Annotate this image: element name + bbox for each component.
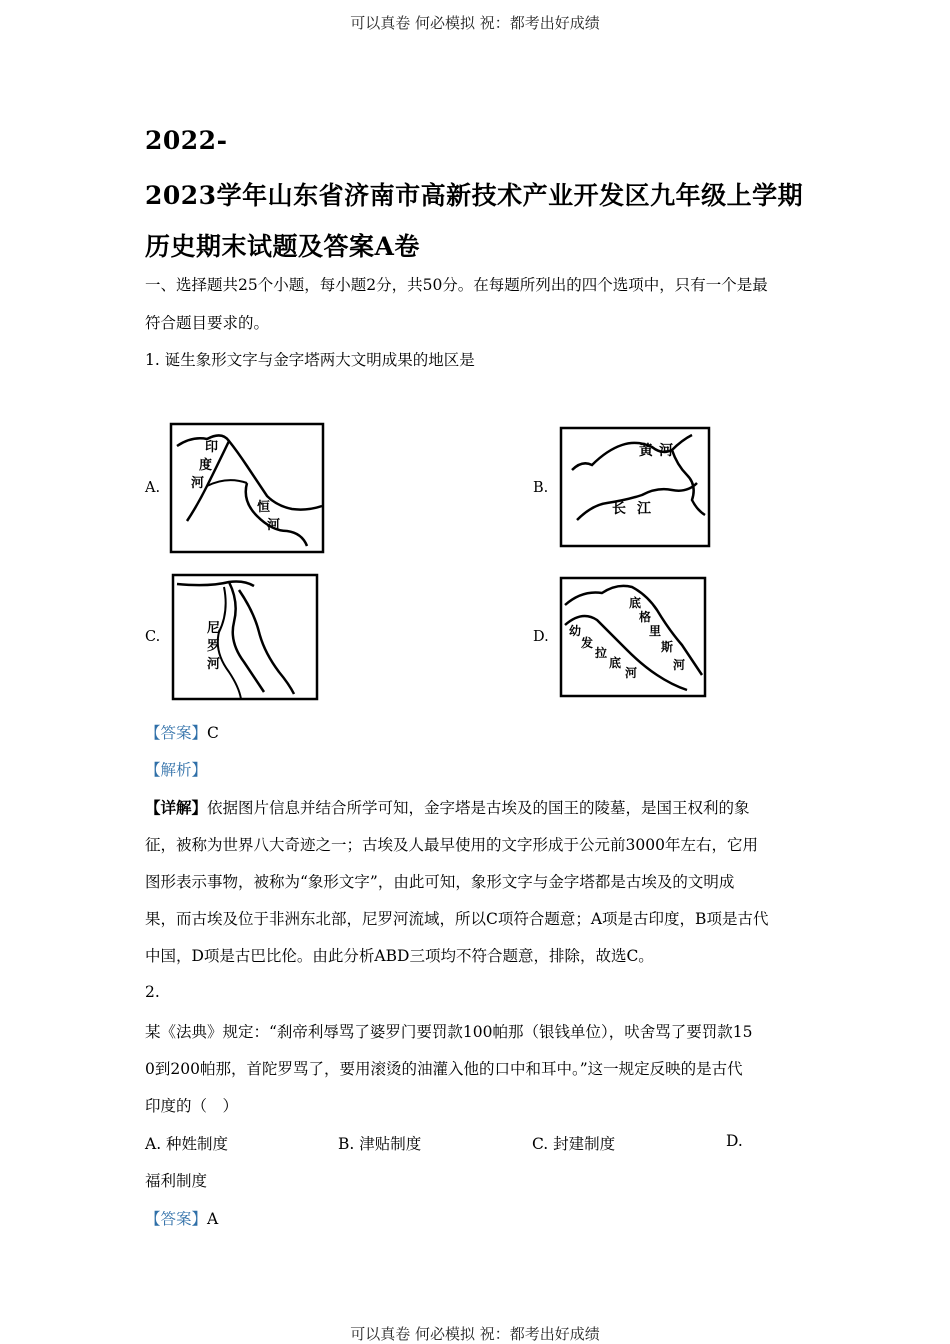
map-a-char-3: 河 — [191, 476, 205, 491]
q1-detail-4: 果，而古埃及位于非洲东北部，尼罗河流域，所以C项符合题意；A项是古印度，B项是古代 — [145, 910, 769, 928]
map-d-char-8: 拉 — [595, 646, 608, 660]
q1-option-d-map[interactable] — [557, 575, 709, 700]
answer-value: C — [207, 724, 219, 742]
map-a-char-4: 恒 — [257, 500, 271, 515]
indus-ganges-map — [167, 421, 327, 556]
q2-stem-2: 0到200帕那，首陀罗骂了，要用滚烫的油灌入他的口中和耳中。”这一规定反映的是古代 — [145, 1060, 743, 1078]
q2-option-c: C. 封建制度 — [532, 1135, 616, 1153]
q2-stem-1: 某《法典》规定：“刹帝利辱骂了婆罗门要罚款100帕那（银钱单位），吠舍骂了要罚款15 — [145, 1023, 753, 1041]
q1-option-b-label: B. — [533, 480, 549, 496]
q2-option-d-text: 福利制度 — [145, 1172, 208, 1190]
map-d-char-10: 河 — [625, 666, 638, 680]
answer-value: A — [207, 1210, 219, 1228]
title-line-1: 2022- — [145, 126, 228, 155]
q1-option-b-map[interactable] — [557, 425, 713, 550]
q1-option-a-label: A. — [145, 480, 161, 496]
map-b-char-3: 长 — [612, 501, 626, 517]
map-d-char-1: 底 — [629, 596, 642, 610]
q1-answer — [145, 721, 219, 743]
q1-option-d-label: D. — [533, 629, 549, 645]
q1-detail-1: 【详解】依据图片信息并结合所学可知，金字塔是古埃及的国王的陵墓，是国王权利的象 — [145, 798, 750, 817]
q1-option-c-map[interactable] — [169, 572, 321, 704]
answer-tag: 【答案】 — [145, 1210, 208, 1228]
map-c-char-1: 尼 — [207, 621, 221, 636]
title-line-2: 2023学年山东省济南市高新技术产业开发区九年级上学期 — [145, 181, 804, 210]
page-footer: 可以真卷 何必模拟 祝：都考出好成绩 — [350, 1325, 600, 1343]
map-a-char-5: 河 — [267, 518, 281, 533]
q1-option-a-map[interactable] — [167, 421, 327, 556]
map-b-char-4: 江 — [637, 501, 651, 517]
detail-tag: 【详解】 — [145, 798, 208, 817]
q1-detail-5: 中国，D项是古巴比伦。由此分析ABD三项均不符合题意，排除，故选C。 — [145, 947, 654, 965]
q2-option-d: D. — [726, 1132, 743, 1150]
q2-option-b: B. 津贴制度 — [338, 1135, 422, 1153]
nile-map — [169, 572, 321, 704]
map-b-char-2: 河 — [659, 443, 673, 459]
q2-option-a: A. 种姓制度 — [145, 1135, 229, 1153]
q1-stem: 1. 诞生象形文字与金字塔两大文明成果的地区是 — [145, 351, 475, 369]
q1-detail-3: 图形表示事物，被称为“象形文字”，由此可知，象形文字与金字塔都是古埃及的文明成 — [145, 873, 735, 891]
q2-answer — [145, 1207, 218, 1229]
map-b-char-1: 黄 — [639, 443, 653, 459]
map-d-char-4: 斯 — [661, 640, 674, 654]
q1-detail-2: 征，被称为世界八大奇迹之一；古埃及人最早使用的文字形成于公元前3000年左右，它用 — [145, 836, 758, 854]
map-a-char-1: 印 — [205, 440, 219, 455]
q1-option-c-label: C. — [145, 629, 161, 645]
q1-analysis-tag: 【解析】 — [145, 761, 208, 779]
map-c-char-3: 河 — [207, 657, 221, 672]
map-d-char-9: 底 — [609, 656, 622, 670]
map-c-char-2: 罗 — [207, 639, 221, 654]
map-d-char-5: 河 — [673, 658, 686, 672]
q2-number: 2. — [145, 983, 160, 1001]
map-d-char-6: 幼 — [569, 624, 582, 638]
title-line-3: 历史期末试题及答案A卷 — [145, 232, 420, 261]
yellow-yangtze-map — [557, 425, 713, 550]
map-d-char-7: 发 — [581, 636, 594, 650]
map-d-char-3: 里 — [649, 624, 662, 638]
section-instructions-1: 一、选择题共25个小题，每小题2分，共50分。在每题所列出的四个选项中，只有一个是最 — [145, 276, 768, 294]
mesopotamia-map — [557, 575, 709, 700]
map-d-char-2: 格 — [639, 610, 652, 624]
map-a-char-2: 度 — [199, 458, 213, 473]
page-header: 可以真卷 何必模拟 祝：都考出好成绩 — [350, 14, 600, 32]
section-instructions-2: 符合题目要求的。 — [145, 314, 270, 332]
answer-tag: 【答案】 — [145, 724, 208, 742]
q2-stem-3: 印度的（ ） — [145, 1097, 239, 1115]
